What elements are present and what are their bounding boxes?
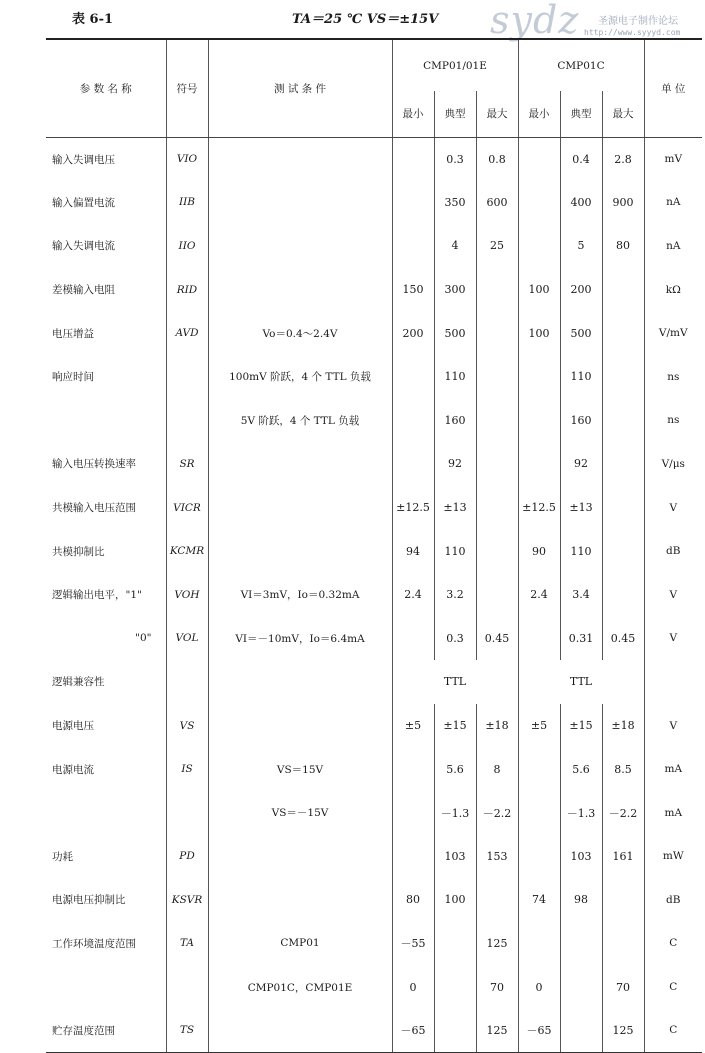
cmp01-01e-min-cell: 2.4 [392, 573, 434, 617]
condition-cell: 5V 阶跃，4 个 TTL 负载 [208, 399, 392, 443]
table-row [46, 922, 702, 966]
unit-cell: nA [644, 224, 702, 268]
cmp01-01e-min-cell: 0 [392, 965, 434, 1009]
cmp01c-min-cell [518, 399, 560, 443]
unit-cell: C [644, 922, 702, 966]
test-conditions-header: TA＝25 ℃ VS＝±15V [292, 12, 439, 27]
unit-cell: mA [644, 747, 702, 791]
table-label: 表 6-1 [72, 12, 114, 27]
cmp01c-min-cell [518, 922, 560, 966]
symbol-cell: VOL [166, 617, 208, 661]
table-row [46, 224, 702, 268]
unit-cell [644, 660, 702, 704]
cmp01-01e-min-cell: ±12.5 [392, 486, 434, 530]
symbol-cell [166, 355, 208, 399]
table-row [46, 1009, 702, 1053]
cmp01-01e-typ-cell [434, 965, 476, 1009]
symbol-cell: AVD [166, 311, 208, 355]
condition-cell: VS＝15V [208, 747, 392, 791]
cmp01c-max-cell: ±18 [602, 704, 644, 748]
condition-cell [208, 137, 392, 181]
cmp01-01e-typ-cell: 110 [434, 355, 476, 399]
condition-cell [208, 181, 392, 225]
table-row [46, 529, 702, 573]
param-name-cell: 功耗 [46, 835, 166, 879]
table-row [46, 660, 702, 704]
param-name-cell: 输入失调电压 [46, 137, 166, 181]
cmp01c-max-cell: 80 [602, 224, 644, 268]
param-name-cell: 输入电压转换速率 [46, 442, 166, 486]
unit-cell: V [644, 617, 702, 661]
unit-cell: mW [644, 835, 702, 879]
unit-cell: nA [644, 181, 702, 225]
condition-cell: VI＝3mV，Io＝0.32mA [208, 573, 392, 617]
cmp01-01e-max-cell [476, 573, 518, 617]
cmp01c-typ-cell: 5 [560, 224, 602, 268]
symbol-cell: IIB [166, 181, 208, 225]
unit-cell: mV [644, 137, 702, 181]
condition-cell: VS＝－15V [208, 791, 392, 835]
cmp01-01e-span-cell: TTL [392, 660, 518, 704]
cmp01c-max-cell [602, 573, 644, 617]
condition-cell [208, 486, 392, 530]
param-name-cell: 贮存温度范围 [46, 1009, 166, 1053]
cmp01c-min-cell: 100 [518, 268, 560, 312]
table-row [46, 878, 702, 922]
cmp01c-max-cell [602, 311, 644, 355]
cmp01c-span-cell: TTL [518, 660, 644, 704]
table-row [46, 617, 702, 661]
cmp01-01e-typ-cell: 5.6 [434, 747, 476, 791]
param-name-cell: 电源电压抑制比 [46, 878, 166, 922]
cmp01c-min-cell: 90 [518, 529, 560, 573]
param-name-cell [46, 399, 166, 443]
cmp01-01e-min-cell: 200 [392, 311, 434, 355]
table-row [46, 791, 702, 835]
symbol-cell: VICR [166, 486, 208, 530]
condition-cell [208, 224, 392, 268]
cmp01c-min-cell [518, 181, 560, 225]
cmp01-01e-max-cell: －2.2 [476, 791, 518, 835]
cmp01-01e-max-cell: 0.45 [476, 617, 518, 661]
cmp01c-min-cell: 0 [518, 965, 560, 1009]
unit-cell: C [644, 1009, 702, 1053]
table-row [46, 704, 702, 748]
cmp01c-typ-cell: 0.31 [560, 617, 602, 661]
symbol-cell: SR [166, 442, 208, 486]
condition-cell [208, 442, 392, 486]
cmp01c-typ-cell: 400 [560, 181, 602, 225]
unit-cell: V/μs [644, 442, 702, 486]
param-name-cell [46, 791, 166, 835]
cmp01c-typ-cell: －1.3 [560, 791, 602, 835]
table-row [46, 181, 702, 225]
symbol-cell [166, 791, 208, 835]
table-row [46, 573, 702, 617]
cmp01-01e-max-cell: 70 [476, 965, 518, 1009]
cmp01c-min-cell [518, 835, 560, 879]
cmp01-01e-typ-cell: 0.3 [434, 617, 476, 661]
col-header-unit: 单 位 [644, 39, 702, 137]
cmp01c-max-cell [602, 529, 644, 573]
cmp01-01e-typ-cell: 3.2 [434, 573, 476, 617]
cmp01-01e-max-cell [476, 486, 518, 530]
symbol-cell: VS [166, 704, 208, 748]
symbol-cell: KCMR [166, 529, 208, 573]
cmp01-01e-min-cell [392, 224, 434, 268]
symbol-cell: TA [166, 922, 208, 966]
cmp01-01e-typ-cell: －1.3 [434, 791, 476, 835]
cmp01c-min-cell: 2.4 [518, 573, 560, 617]
cmp01-01e-typ-cell: 103 [434, 835, 476, 879]
cmp01c-max-cell [602, 878, 644, 922]
param-name-cell: 电源电流 [46, 747, 166, 791]
cmp01c-min-cell: －65 [518, 1009, 560, 1053]
param-name-cell: 逻辑输出电平，"1" [46, 573, 166, 617]
cmp01c-max-cell: －2.2 [602, 791, 644, 835]
cmp01-01e-max-cell: 600 [476, 181, 518, 225]
condition-cell [208, 660, 392, 704]
cmp01-01e-typ-cell: 110 [434, 529, 476, 573]
cmp01c-typ-cell: 110 [560, 529, 602, 573]
condition-cell [208, 878, 392, 922]
cmp01-01e-max-cell [476, 399, 518, 443]
cmp01-01e-min-cell [392, 442, 434, 486]
param-name-cell: 输入失调电流 [46, 224, 166, 268]
symbol-cell [166, 399, 208, 443]
spec-table-body [46, 137, 702, 1052]
symbol-cell: VIO [166, 137, 208, 181]
cmp01c-typ-cell [560, 965, 602, 1009]
table-row [46, 311, 702, 355]
cmp01c-max-cell [602, 442, 644, 486]
col-header-symbol: 符号 [166, 39, 208, 137]
unit-cell: V/mV [644, 311, 702, 355]
cmp01-01e-max-cell: 153 [476, 835, 518, 879]
col-header-cmp01-01e: CMP01/01E [392, 39, 518, 91]
cmp01c-min-cell [518, 442, 560, 486]
unit-cell: dB [644, 878, 702, 922]
cmp01c-max-cell: 900 [602, 181, 644, 225]
condition-cell [208, 268, 392, 312]
param-name-cell: 输入偏置电流 [46, 181, 166, 225]
symbol-cell: RID [166, 268, 208, 312]
param-name-cell: 电源电压 [46, 704, 166, 748]
watermark-title: 圣源电子制作论坛 [598, 16, 678, 27]
symbol-cell: IIO [166, 224, 208, 268]
cmp01c-typ-cell: 0.4 [560, 137, 602, 181]
watermark-url: http://www.syyyd.com [584, 28, 681, 37]
table-row [46, 747, 702, 791]
symbol-cell: PD [166, 835, 208, 879]
cmp01-01e-min-cell [392, 835, 434, 879]
cmp01-01e-min-cell: －65 [392, 1009, 434, 1053]
cmp01-01e-max-cell [476, 355, 518, 399]
condition-cell: CMP01C，CMP01E [208, 965, 392, 1009]
cmp01-01e-typ-cell: 500 [434, 311, 476, 355]
cmp01c-max-cell [602, 399, 644, 443]
symbol-cell [166, 965, 208, 1009]
col-header-b-typ: 典型 [560, 91, 602, 137]
cmp01c-max-cell: 8.5 [602, 747, 644, 791]
table-row [46, 442, 702, 486]
unit-cell: V [644, 704, 702, 748]
cmp01c-typ-cell: 500 [560, 311, 602, 355]
unit-cell: mA [644, 791, 702, 835]
cmp01c-max-cell [602, 268, 644, 312]
cmp01c-typ-cell: 3.4 [560, 573, 602, 617]
cmp01-01e-typ-cell [434, 922, 476, 966]
cmp01c-min-cell [518, 224, 560, 268]
cmp01-01e-min-cell [392, 355, 434, 399]
col-header-b-max: 最大 [602, 91, 644, 137]
condition-cell: 100mV 阶跃，4 个 TTL 负载 [208, 355, 392, 399]
cmp01-01e-min-cell [392, 617, 434, 661]
unit-cell: V [644, 486, 702, 530]
cmp01c-max-cell: 0.45 [602, 617, 644, 661]
cmp01-01e-min-cell [392, 791, 434, 835]
cmp01c-typ-cell: 103 [560, 835, 602, 879]
table-row [46, 965, 702, 1009]
cmp01c-typ-cell: 92 [560, 442, 602, 486]
cmp01c-max-cell [602, 922, 644, 966]
cmp01-01e-min-cell [392, 747, 434, 791]
cmp01-01e-max-cell: 8 [476, 747, 518, 791]
cmp01c-min-cell: 100 [518, 311, 560, 355]
cmp01-01e-typ-cell: 0.3 [434, 137, 476, 181]
cmp01c-max-cell: 2.8 [602, 137, 644, 181]
cmp01c-min-cell: 74 [518, 878, 560, 922]
cmp01-01e-max-cell [476, 311, 518, 355]
cmp01-01e-max-cell [476, 878, 518, 922]
col-header-a-max: 最大 [476, 91, 518, 137]
cmp01c-typ-cell [560, 1009, 602, 1053]
param-name-cell: 工作环境温度范围 [46, 922, 166, 966]
cmp01-01e-max-cell [476, 442, 518, 486]
symbol-cell: KSVR [166, 878, 208, 922]
cmp01-01e-max-cell [476, 268, 518, 312]
unit-cell: ns [644, 399, 702, 443]
unit-cell: kΩ [644, 268, 702, 312]
cmp01c-max-cell: 161 [602, 835, 644, 879]
table-row [46, 399, 702, 443]
spec-table [46, 38, 702, 1053]
param-name-cell: 逻辑兼容性 [46, 660, 166, 704]
cmp01-01e-min-cell [392, 181, 434, 225]
cmp01c-typ-cell: 200 [560, 268, 602, 312]
cmp01c-min-cell [518, 355, 560, 399]
symbol-cell: IS [166, 747, 208, 791]
symbol-cell: TS [166, 1009, 208, 1053]
cmp01c-max-cell: 125 [602, 1009, 644, 1053]
cmp01c-typ-cell: ±15 [560, 704, 602, 748]
cmp01c-max-cell: 70 [602, 965, 644, 1009]
cmp01-01e-min-cell: －55 [392, 922, 434, 966]
cmp01c-min-cell: ±12.5 [518, 486, 560, 530]
condition-cell [208, 835, 392, 879]
param-name-cell: 共模输入电压范围 [46, 486, 166, 530]
col-header-param: 参 数 名 称 [46, 39, 166, 137]
param-name-cell [46, 965, 166, 1009]
table-row [46, 268, 702, 312]
table-row [46, 835, 702, 879]
cmp01-01e-max-cell: ±18 [476, 704, 518, 748]
table-row [46, 355, 702, 399]
condition-cell [208, 704, 392, 748]
condition-cell: Vo＝0.4～2.4V [208, 311, 392, 355]
cmp01c-typ-cell: 5.6 [560, 747, 602, 791]
param-name-cell: "0" [46, 617, 166, 661]
cmp01c-typ-cell: 98 [560, 878, 602, 922]
condition-cell [208, 1009, 392, 1053]
param-name-cell: 差模输入电阻 [46, 268, 166, 312]
cmp01c-typ-cell: 160 [560, 399, 602, 443]
cmp01-01e-typ-cell: ±15 [434, 704, 476, 748]
cmp01-01e-typ-cell: 160 [434, 399, 476, 443]
cmp01-01e-typ-cell [434, 1009, 476, 1053]
cmp01c-typ-cell: 110 [560, 355, 602, 399]
cmp01c-max-cell [602, 355, 644, 399]
cmp01-01e-max-cell [476, 529, 518, 573]
cmp01c-min-cell [518, 791, 560, 835]
condition-cell [208, 529, 392, 573]
cmp01-01e-max-cell: 125 [476, 922, 518, 966]
param-name-cell: 电压增益 [46, 311, 166, 355]
cmp01-01e-typ-cell: 100 [434, 878, 476, 922]
cmp01-01e-typ-cell: ±13 [434, 486, 476, 530]
cmp01c-max-cell [602, 486, 644, 530]
cmp01-01e-min-cell [392, 137, 434, 181]
symbol-cell: VOH [166, 573, 208, 617]
table-row [46, 137, 702, 181]
col-header-cmp01c: CMP01C [518, 39, 644, 91]
cmp01-01e-typ-cell: 4 [434, 224, 476, 268]
col-header-b-min: 最小 [518, 91, 560, 137]
condition-cell: VI＝－10mV，Io＝6.4mA [208, 617, 392, 661]
cmp01c-min-cell [518, 747, 560, 791]
cmp01c-min-cell [518, 137, 560, 181]
cmp01c-min-cell [518, 617, 560, 661]
unit-cell: V [644, 573, 702, 617]
watermark-logo: sydz [490, 0, 580, 42]
col-header-condition: 测 试 条 件 [208, 39, 392, 137]
cmp01c-typ-cell: ±13 [560, 486, 602, 530]
cmp01-01e-min-cell [392, 399, 434, 443]
cmp01-01e-min-cell: ±5 [392, 704, 434, 748]
unit-cell: ns [644, 355, 702, 399]
cmp01-01e-max-cell: 0.8 [476, 137, 518, 181]
cmp01-01e-max-cell: 25 [476, 224, 518, 268]
cmp01-01e-min-cell: 94 [392, 529, 434, 573]
cmp01c-typ-cell [560, 922, 602, 966]
param-name-cell: 共模抑制比 [46, 529, 166, 573]
cmp01-01e-typ-cell: 300 [434, 268, 476, 312]
cmp01-01e-max-cell: 125 [476, 1009, 518, 1053]
symbol-cell [166, 660, 208, 704]
condition-cell: CMP01 [208, 922, 392, 966]
col-header-a-min: 最小 [392, 91, 434, 137]
cmp01-01e-typ-cell: 92 [434, 442, 476, 486]
col-header-a-typ: 典型 [434, 91, 476, 137]
cmp01-01e-min-cell: 150 [392, 268, 434, 312]
table-row [46, 486, 702, 530]
unit-cell: dB [644, 529, 702, 573]
cmp01-01e-min-cell: 80 [392, 878, 434, 922]
unit-cell: C [644, 965, 702, 1009]
param-name-cell: 响应时间 [46, 355, 166, 399]
cmp01c-min-cell: ±5 [518, 704, 560, 748]
cmp01-01e-typ-cell: 350 [434, 181, 476, 225]
